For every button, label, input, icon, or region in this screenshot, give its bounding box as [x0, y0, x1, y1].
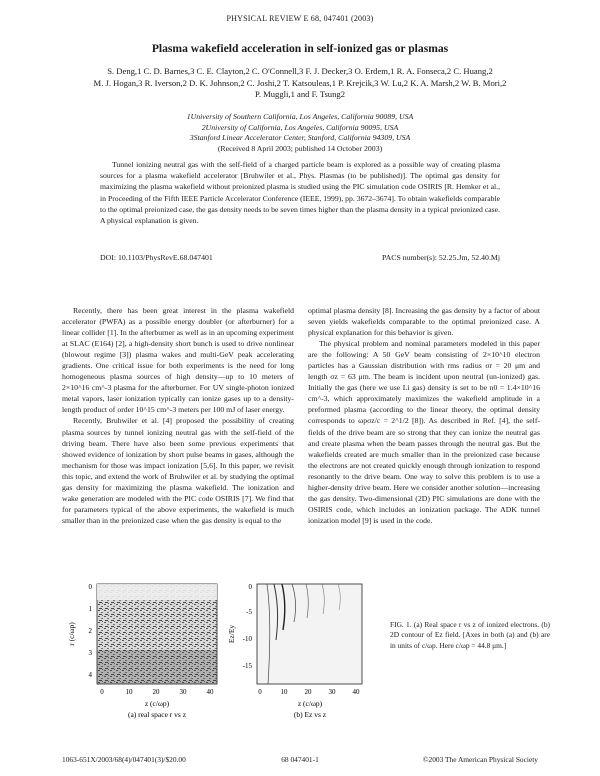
panel-b-caption: (b) Ez vs z: [293, 710, 327, 719]
panel-a-xlabel: z (c/ωp): [144, 699, 170, 708]
panel-a-dense-region: [97, 650, 217, 684]
column-right: [308, 305, 540, 526]
panel-b-xtick: 0: [258, 688, 262, 696]
paragraph: optimal plasma density [8]. Increasing the gas density by a factor of about seven yields wakefields comparable to the optimal preionized case. A physical explanation for this behavior is given.: [308, 306, 540, 338]
footer-copyright-code: 1063-651X/2003/68(4)/047401(3)/$20.00: [62, 755, 186, 764]
panel-b-xtick: 40: [352, 688, 360, 696]
author-line-3: P. Muggli,1 and F. Tsung2: [255, 89, 345, 99]
panel-b-ytick: -10: [242, 635, 252, 643]
pacs-numbers: PACS number(s): 52.25.Jm, 52.40.Mj: [382, 253, 500, 262]
affiliation-2: 2University of California, Los Angeles, California 90095, USA: [201, 122, 399, 132]
panel-b: [227, 583, 362, 719]
panel-a-ytick: 4: [88, 671, 92, 679]
affiliations: [60, 112, 540, 154]
panel-a: [67, 583, 217, 719]
panel-a-ytick: 1: [88, 605, 92, 613]
abstract: Tunnel ionizing neutral gas with the self-field of a charged particle beam is explored as a possible way of creating plasma sources for a plasma wakefield accelerator [Bruhwiler et al., Phys. Plasmas (to be published)]. The optimal gas density for maximizing the plasma wakefield without preionized plasma is studied using the PIC simulation code OSIRIS [R. Hemker et al., in Proceeding of the Fifth IEEE Particle Accelerator Conference (IEEE, 1999), pp. 3672–3674]. To obtain wakefields comparable to the optimal preionized case, the gas density needs to be seven times higher than the plasma density in a typical preionized case. A physical explanation is given.: [100, 160, 500, 226]
affiliation-1: 1University of Southern California, Los Angeles, California 90089, USA: [186, 112, 414, 121]
received-dates: (Received 8 April 2003; published 14 October 2003): [217, 143, 383, 153]
panel-b-ylabel: Ez/Ey: [227, 624, 236, 644]
panel-a-xtick: 30: [179, 688, 187, 696]
author-list: [60, 66, 540, 101]
panel-a-xtick: 0: [100, 688, 104, 696]
affiliation-3: 3Stanford Linear Accelerator Center, Stanford, California 94309, USA: [189, 133, 411, 142]
column-left: [62, 305, 294, 526]
paper-title: Plasma wakefield acceleration in self-ionized gas or plasmas: [151, 42, 449, 55]
panel-a-ylabel: r (c/ωp): [67, 622, 76, 646]
panel-b-plot-area: [257, 584, 362, 684]
panel-a-caption: (a) real space r vs z: [127, 710, 187, 719]
panel-b-xtick: 10: [280, 688, 288, 696]
panel-a-xtick: 20: [152, 688, 160, 696]
author-line-2: M. J. Hogan,3 R. Iverson,2 D. K. Johnson,2 C. Joshi,2 T. Katsouleas,1 P. Krejcik,3 W. Lu,2 K. A. Marsh,2 W. B. Mori,2: [93, 77, 507, 88]
author-line-1: S. Deng,1 C. D. Barnes,3 C. E. Clayton,2 C. O'Connell,3 F. J. Decker,3 O. Erdem,1 R. A. Fonseca,2 C. Huang,2: [107, 66, 493, 76]
figure-1-svg: [62, 580, 372, 740]
doi: DOI: 10.1103/PhysRevE.68.047401: [100, 253, 213, 262]
panel-b-xtick: 20: [304, 688, 312, 696]
footer-page-number: 68 047401-1: [281, 755, 319, 764]
paragraph: Recently, Bruhwiler et al. [4] proposed the possibility of creating plasma sources by tunnel ionizing neutral gas with the self-field of the driving beam. There have also been some previous experiments that showed evidence of ionization by short pulse beams in gases, although the mechanism for those was impact ionization [5,6]. In this paper, we revisit this topic, and extend the work of Bruhwiler et al. by studying the optimal gas density for maximizing the plasma wakefield. The ionization and wake generation are modeled with the PIC code OSIRIS [7]. We find that for parameters typical of the above experiments, the wakefield is much smaller than in the preionized case when the gas density is equal to the: [62, 416, 294, 525]
panel-b-xtick: 30: [328, 688, 336, 696]
panel-a-beam-region: [97, 584, 217, 600]
footer-publisher: ©2003 The American Physical Society: [422, 755, 538, 764]
figure-1-caption: FIG. 1. (a) Real space r vs z of ionized electrons. (b) 2D contour of Ez field. [Axes in both (a) and (b) are in units of c/ωp. Here c/ωp = 44.8 μm.]: [390, 620, 550, 650]
paragraph: The physical problem and nominal parameters modeled in this paper are the following: A 50 GeV beam consisting of 2×10^10 electron particles has a Gaussian distribution with rms radius σr = 20 μm and length σz = 63 μm. The beam is incident upon neutral (un-ionized) gas. Initially the gas (here we use Li gas) density is set to be n0 = 1.4×10^16 cm^-3, which approximately maximizes the wakefield amplitude in a preformed plasma (according to the linear theory, the optimal density corresponds to ωpσz/c = 2^1/2 [8]). As described in Ref. [4], the self-fields of the drive beam are so strong that they can ionize the neutral gas and create plasma when the beam passes through the neutral gas. But the wakefields created are much smaller than in the preionized case because the electrons are not created quickly enough through ionization to respond resonantly to the drive beam. One way to solve this problem is to use a higher-density drive beam. Here we consider another solution—increasing the gas density. Two-dimensional (2D) PIC simulations are done with the OSIRIS code, which includes an ionization package. The ADK tunnel ionization model [9] is used in the code.: [308, 339, 540, 525]
panel-a-xtick: 10: [125, 688, 133, 696]
journal-header: PHYSICAL REVIEW E 68, 047401 (2003): [226, 14, 374, 23]
panel-a-ytick: 3: [88, 649, 92, 657]
panel-a-ytick: 0: [88, 583, 92, 591]
paragraph: Recently, there has been great interest in the plasma wakefield accelerator (PWFA) as a possible energy doubler (or afterburner) for a linear collider [1]. In the afterburner as well as in an upcoming experiment at SLAC (E164) [2], a high-density short bunch is used to drive nonlinear (blowout regime [3]) plasma wakes and multi-GeV peak accelerating gradients. One critical issue for both experiments is the need for long homogeneous plasma sources of high density—up to 10 meters of 2×10^16 cm^-3 plasma for the afterburner. For UV single-photon ionized metal vapors, laser ionization typically can ionize gases up to a density-length product of order 10^15 cm^-3 meters per 100 mJ of laser energy.: [62, 306, 294, 415]
panel-a-xtick: 40: [206, 688, 214, 696]
panel-b-ytick: -15: [242, 662, 252, 670]
panel-a-ytick: 2: [88, 627, 92, 635]
panel-b-xlabel: z (c/ωp): [297, 699, 323, 708]
figure-1: [62, 580, 360, 740]
panel-b-ytick: 0: [248, 583, 252, 591]
panel-b-ytick: -5: [246, 608, 252, 616]
